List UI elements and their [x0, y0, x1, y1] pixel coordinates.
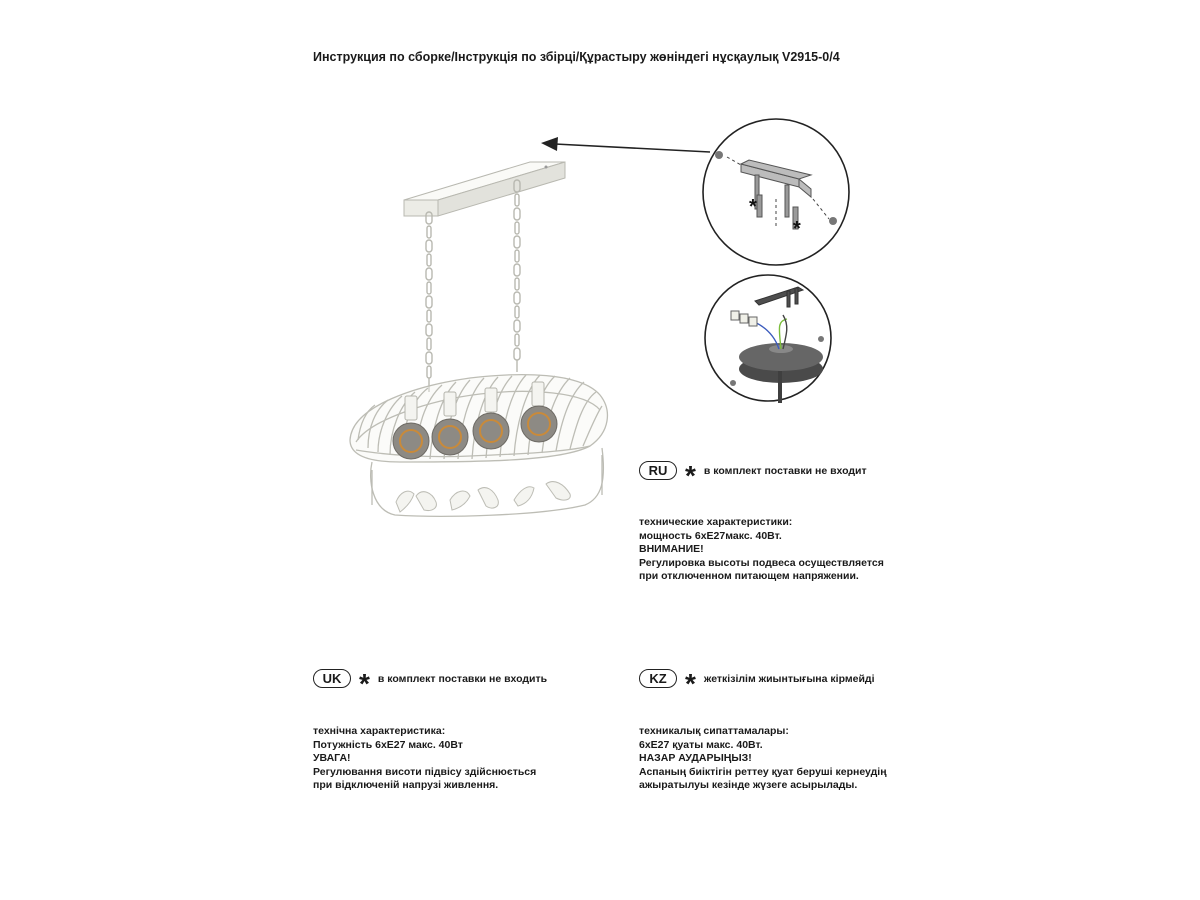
kz-not-included-note: жеткізілім жиынтығына кірмейді — [703, 672, 875, 685]
suspension-chains — [426, 180, 520, 392]
ru-note-row — [639, 459, 867, 491]
uk-not-included-note: в комплект поставки не входить — [377, 672, 548, 685]
document-title: Инструкция по сборке/Інструкція по збірці/Құрастыру жөніндегі нұсқаулық V2915-0/4 — [313, 50, 840, 64]
uk-warning-line-2: при відключеній напрузі живлення. — [313, 779, 499, 791]
ru-power-spec: мощность 6хЕ27макс. 40Вт. — [639, 529, 782, 542]
kz-language-badge: KZ — [639, 669, 677, 688]
uk-specs-block — [313, 725, 536, 793]
uk-warning-line-1: Регулювання висоти підвісу здійснюється — [313, 765, 537, 778]
uk-specs-heading: технічна характеристика: — [313, 725, 446, 737]
pointer-arrow-icon — [541, 137, 710, 152]
detail-asterisk-left: * — [749, 196, 757, 218]
uk-language-badge: UK — [313, 669, 351, 688]
wire-cage — [350, 375, 607, 517]
ru-language-badge: RU — [639, 461, 677, 480]
kz-note-row — [639, 667, 875, 699]
ru-specs-block — [639, 516, 884, 584]
ru-warning-heading: ВНИМАНИЕ! — [639, 543, 704, 555]
ru-warning-line-2: при отключенном питающем напряжении. — [639, 570, 859, 582]
ru-not-included-note: в комплект поставки не входит — [703, 464, 867, 477]
ru-specs-heading: технические характеристики: — [639, 516, 793, 528]
uk-note-row — [313, 667, 548, 699]
bracket-assembly-detail — [701, 117, 851, 267]
uk-warning-heading: УВАГА! — [313, 752, 351, 764]
kz-specs-block — [639, 725, 887, 793]
ru-warning-line-1: Регулировка высоты подвеса осуществляется — [639, 556, 884, 569]
kz-specs-heading: техникалық сипаттамалары: — [639, 725, 789, 737]
uk-asterisk-icon: * — [359, 667, 370, 699]
kz-warning-heading: НАЗАР АУДАРЫҢЫЗ! — [639, 752, 752, 764]
detail-asterisk-right: * — [793, 218, 801, 240]
decorative-birds — [396, 482, 570, 512]
ceiling-canopy-bar — [404, 162, 565, 216]
kz-warning-line-2: ажыратылуы кезінде жүзеге асырылады. — [639, 779, 858, 791]
ru-asterisk-icon: * — [685, 459, 696, 491]
uk-power-spec: Потужність 6хЕ27 макс. 40Вт — [313, 738, 463, 751]
kz-warning-line-1: Аспаның биіктігін реттеу қуат беруші кернеудің — [639, 765, 887, 778]
kz-asterisk-icon: * — [685, 667, 696, 699]
wiring-canopy-detail — [703, 273, 833, 403]
kz-power-spec: 6хЕ27 қуаты макс. 40Вт. — [639, 738, 763, 751]
edison-bulbs — [393, 406, 557, 459]
bulb-sockets — [405, 382, 544, 420]
